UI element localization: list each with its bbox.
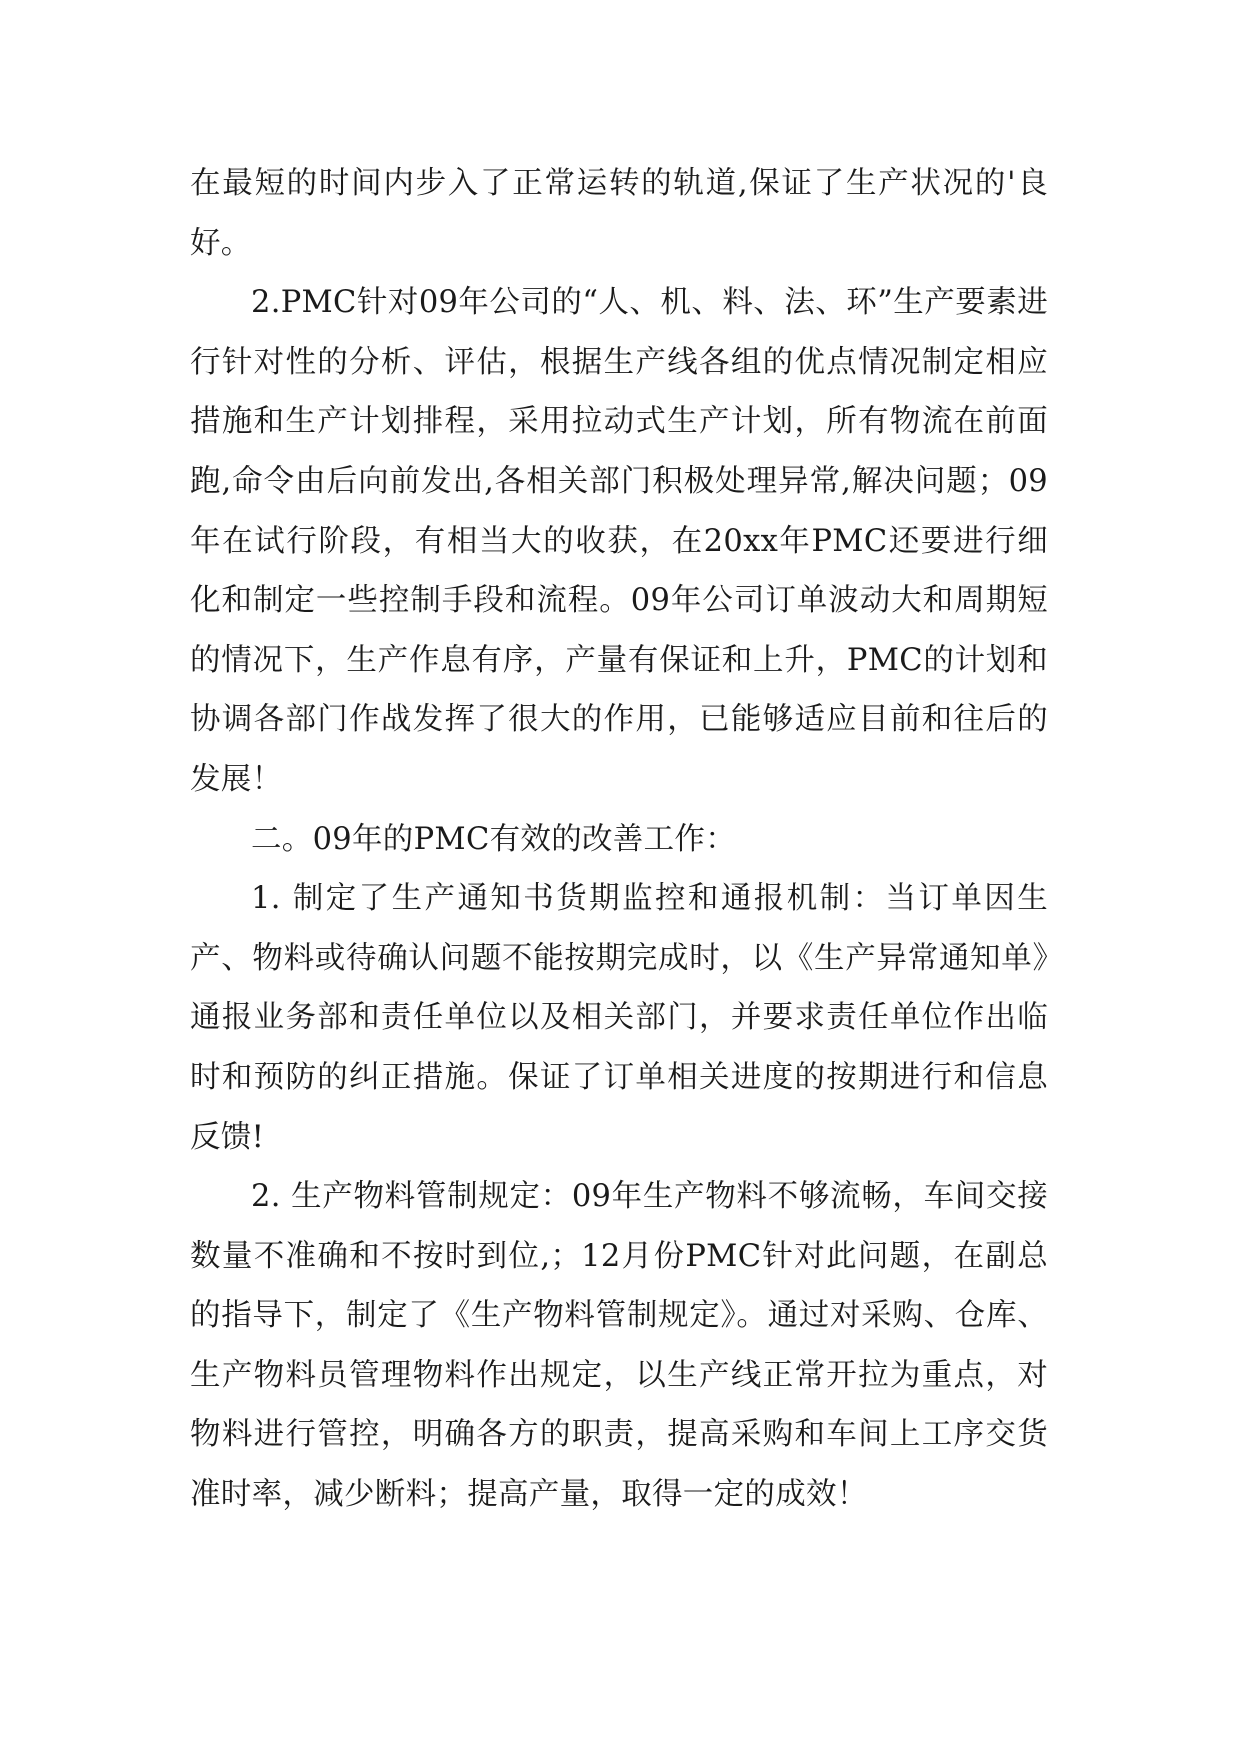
paragraph-continuation: 在最短的时间内步入了正常运转的轨道,保证了生产状况的'良好。 (190, 166, 1048, 261)
paragraph-improvement-2: 2. 生产物料管制规定：09年生产物料不够流畅，车间交接数量不准确和不按时到位,；12月份PMC针对此问题，在副总的指导下，制定了《生产物料管制规定》。通过对采购、仓库、生产物料员管理物料作出规定，以生产线正常开拉为重点，对物料进行管控，明确各方的职责，提高采购和车间上工序交货准时率，减少断料；提高产量，取得一定的成效！ (190, 1179, 1048, 1513)
document-body (190, 154, 1048, 1525)
section-heading-improvements: 二。09年的PMC有效的改善工作： (251, 821, 736, 857)
paragraph-pmc-analysis: 2.PMC针对09年公司的“人、机、料、法、环”生产要素进行针对性的分析、评估，根据生产线各组的优点情况制定相应措施和生产计划排程，采用拉动式生产计划，所有物流在前面跑,命令由后向前发出,各相关部门积极处理异常,解决问题；09年在试行阶段，有相当大的收获，在20xx年PMC还要进行细化和制定一些控制手段和流程。09年公司订单波动大和周期短的情况下，生产作息有序，产量有保证和上升，PMC的计划和协调各部门作战发挥了很大的作用，已能够适应目前和往后的发展！ (190, 285, 1048, 797)
paragraph-improvement-1: 1. 制定了生产通知书货期监控和通报机制：当订单因生产、物料或待确认问题不能按期完成时，以《生产异常通知单》通报业务部和责任单位以及相关部门，并要求责任单位作出临时和预防的纠正措施。保证了订单相关进度的按期进行和信息反馈! (190, 881, 1048, 1155)
